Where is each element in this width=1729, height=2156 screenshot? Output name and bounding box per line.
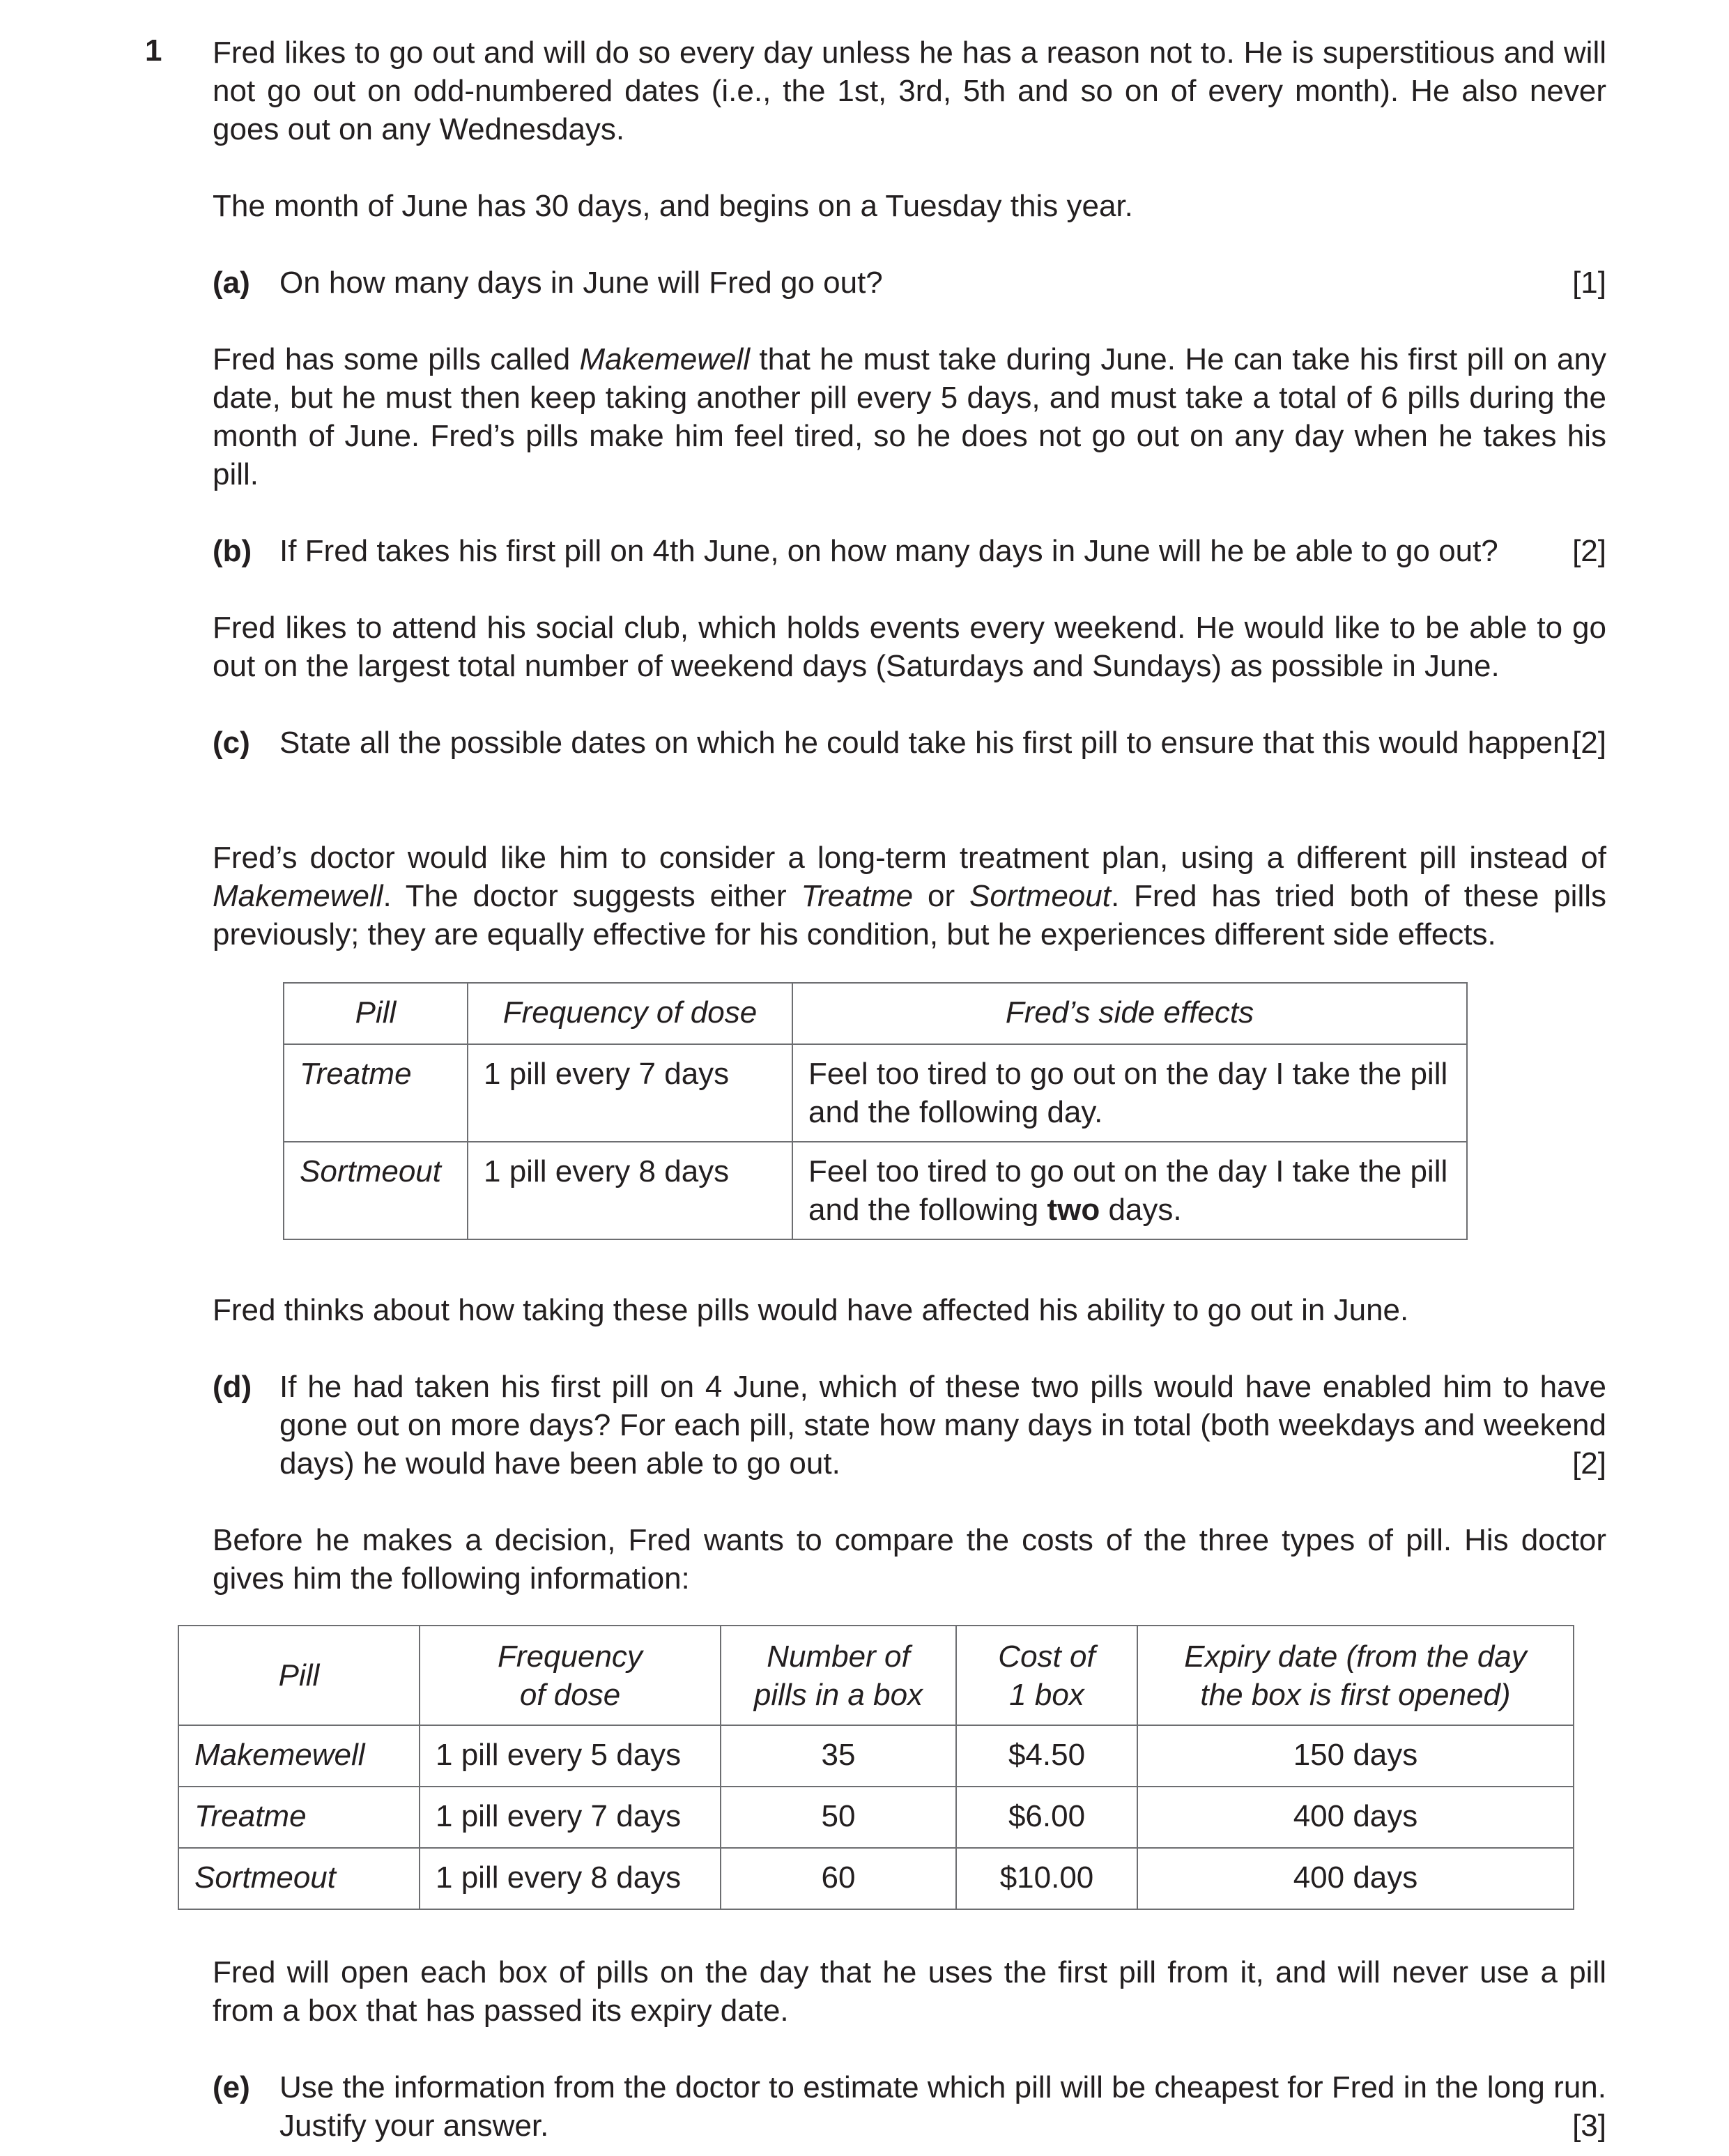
part-e-marks: [3] (1572, 2109, 1606, 2143)
table-row (178, 1787, 1574, 1848)
header-line: the box is first opened) (1200, 1677, 1511, 1712)
club-paragraph: Fred likes to attend his social club, which holds events every weekend. He would like to be able to go out on the largest total number of weekend days (Saturdays and Sundays) as possible in June. (213, 611, 1606, 683)
part-d-marks: [2] (1572, 1446, 1606, 1481)
cell-frequency: 1 pill every 7 days (420, 1787, 721, 1848)
header-expiry (1137, 1626, 1574, 1725)
thinks-paragraph: Fred thinks about how taking these pills would have affected his ability to go out in June. (213, 1293, 1409, 1327)
cell-frequency: 1 pill every 8 days (420, 1848, 721, 1909)
part-a-marks: [1] (1572, 266, 1606, 300)
part-e-label: (e) (213, 2070, 250, 2104)
side-effects-table (283, 982, 1468, 1240)
header-line: 1 box (1009, 1677, 1084, 1712)
table-row (178, 1848, 1574, 1909)
header-line: pills in a box (753, 1677, 923, 1712)
june-paragraph: The month of June has 30 days, and begins on a Tuesday this year. (213, 189, 1133, 223)
header-frequency: Frequency of dose (468, 983, 792, 1044)
table-row (284, 1044, 1467, 1142)
side-effects-header-row (284, 983, 1467, 1044)
doctor-text-2: . The doctor suggests either (383, 879, 801, 913)
cell-pill: Treatme (178, 1787, 420, 1848)
part-b-text: If Fred takes his first pill on 4th June, on how many days in June will he be able to go out? (279, 534, 1498, 568)
part-d-label: (d) (213, 1370, 252, 1404)
header-number-of-pills (721, 1626, 956, 1725)
doctor-text-1: Fred’s doctor would like him to consider a long-term treatment plan, using a different pill instead of (213, 841, 1606, 875)
doctor-text-3: or (913, 879, 969, 913)
doctor-paragraph (213, 839, 1606, 954)
intro-paragraph: Fred likes to go out and will do so every day unless he has a reason not to. He is superstitious and will not go out on odd-numbered dates (i.e., the 1st, 3rd, 5th and so on of every month). He also never goes out on any Wednesdays. (213, 36, 1606, 146)
open-paragraph: Fred will open each box of pills on the day that he uses the first pill from it, and will never use a pill from a box that has passed its expiry date. (213, 1955, 1606, 2028)
header-pill-line: Pill (278, 1658, 320, 1692)
pills-text-1: Fred has some pills called (213, 342, 580, 376)
part-d-text: If he had taken his first pill on 4 June, which of these two pills would have enabled him to have gone out on more days? For each pill, state how many days in total (both weekdays and weekend days) he would have been able to go out. (279, 1370, 1606, 1481)
header-line: Frequency (498, 1639, 643, 1674)
part-a-label: (a) (213, 266, 250, 300)
part-e (213, 2068, 1606, 2145)
pill-name-makemewell-2: Makemewell (213, 879, 383, 913)
pills-paragraph (213, 340, 1606, 494)
header-line: Number of (767, 1639, 910, 1674)
cell-frequency: 1 pill every 7 days (468, 1044, 792, 1142)
effects-text-end: days. (1100, 1193, 1182, 1227)
cell-pill: Treatme (284, 1044, 468, 1142)
cell-cost: $10.00 (956, 1848, 1137, 1909)
part-c-label: (c) (213, 726, 250, 760)
part-c (213, 724, 1606, 762)
pill-name-sortmeout: Sortmeout (969, 879, 1111, 913)
costs-table (178, 1625, 1574, 1910)
cell-count: 35 (721, 1725, 956, 1787)
doctor-text-4: . Fred has tried both of these pills previously; they are equally effective for his condition, but he experiences different side effects. (213, 879, 1606, 951)
cell-count: 60 (721, 1848, 956, 1909)
pill-name-treatme: Treatme (801, 879, 914, 913)
part-b (213, 532, 1606, 570)
cell-count: 50 (721, 1787, 956, 1848)
part-a (213, 263, 1606, 302)
cell-pill: Sortmeout (178, 1848, 420, 1909)
cell-frequency: 1 pill every 5 days (420, 1725, 721, 1787)
part-d (213, 1368, 1606, 1483)
part-a-text: On how many days in June will Fred go out? (279, 266, 883, 300)
cell-expiry: 400 days (1137, 1787, 1574, 1848)
header-line: Cost of (998, 1639, 1096, 1674)
header-pill: Pill (284, 983, 468, 1044)
costs-header-row (178, 1626, 1574, 1725)
part-b-label: (b) (213, 534, 252, 568)
part-c-marks: [2] (1572, 726, 1606, 760)
effects-text: Feel too tired to go out on the day I take the pill and the following day. (808, 1057, 1448, 1129)
header-cost (956, 1626, 1137, 1725)
cell-pill: Makemewell (178, 1725, 420, 1787)
header-side-effects: Fred’s side effects (792, 983, 1467, 1044)
table-row (284, 1142, 1467, 1239)
cell-cost: $6.00 (956, 1787, 1137, 1848)
header-line: of dose (519, 1677, 621, 1712)
cell-expiry: 150 days (1137, 1725, 1574, 1787)
pill-name-makemewell: Makemewell (579, 342, 751, 376)
pills-text-2: that he must take during June. He can take his first pill on any date, but he must then keep taking another pill every 5 days, and must take a total of 6 pills during the month of June. Fred’s pills make him feel tired, so he does not go out on any day when he takes his pill. (213, 342, 1606, 491)
part-e-text: Use the information from the doctor to estimate which pill will be cheapest for Fred in the long run. Justify your answer. (279, 2070, 1606, 2143)
cell-pill: Sortmeout (284, 1142, 468, 1239)
cell-expiry: 400 days (1137, 1848, 1574, 1909)
cell-frequency: 1 pill every 8 days (468, 1142, 792, 1239)
question-number: 1 (145, 33, 162, 68)
cell-cost: $4.50 (956, 1725, 1137, 1787)
header-frequency (420, 1626, 721, 1725)
part-b-marks: [2] (1572, 534, 1606, 568)
header-line: Expiry date (from the day (1184, 1639, 1527, 1674)
table-row (178, 1725, 1574, 1787)
effects-text: Feel too tired to go out on the day I take the pill and the following (808, 1154, 1448, 1227)
cell-side-effects (792, 1044, 1467, 1142)
costs-paragraph: Before he makes a decision, Fred wants to compare the costs of the three types of pill. His doctor gives him the following information: (213, 1523, 1606, 1596)
part-c-text: State all the possible dates on which he could take his first pill to ensure that this would happen. (279, 726, 1578, 760)
cell-side-effects (792, 1142, 1467, 1239)
header-pill (178, 1626, 420, 1725)
effects-emphasis: two (1047, 1193, 1100, 1227)
